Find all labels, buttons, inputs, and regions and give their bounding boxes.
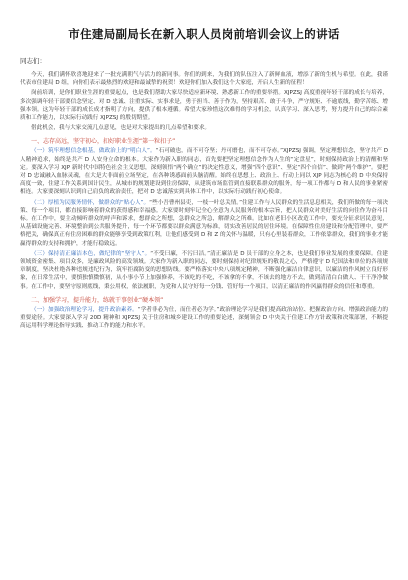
- page-title: 市住建局副局长在新入职人员岗前培训会议上的讲话: [68, 27, 340, 41]
- section1-item-2-body: “些小吾曹州县吏，一枝一叶总关情。”住建工作与人民群众的生活息息相关，我们所做的每一项决策、每一个项目，都直接影响着群众的获得感和幸福感。大家要时刻牢记全心全意为人民服务的根本宗旨，把人民群众对美好生活的向往作为奋斗目标。在工作中，要主动倾听群众的呼声和诉求，想群众之所想，急群众之所急，解群众之所难。比如在老旧小区改造工作中，要充分征求居民意见，从基础设施完善、环境整治到公共服务提升，每一个环节都要以群众满意为标准，切实改善居民的居住环境。在保障性住房建设和分配管理中，要严格把关，确保真正有住房困难的群众能够享受到政策红利，让他们感受到 D 和 Z 的关怀与温暖，只有心里装着群众，工作依靠群众，我们的事业才能赢得群众的支持和拥护，才能行稳致远。: [20, 199, 389, 247]
- section2-item-1-body: “学者非必为仕，而仕者必为学。”政治理论学习是我们提高政治站位、把握政治方向、增强政治能力的重要途径。大家要深入学习 20D 精神和 XJPZSJ 关于住房和城乡建设工作的重要论述，深刻领会 D 中央关于住建工作方针政策和决策部署，不断提高运用科学理论指导实践、推动工作的能力和水平。: [20, 306, 388, 330]
- intro-paragraph-3: 借此机会，我与大家交流几点意见，也是对大家提出的几点希望和要求。: [31, 125, 211, 132]
- section1-item-2: [20, 199, 388, 248]
- section2-item-1-lead: （一）加强政治理论学习，提升政治素养。: [31, 306, 138, 313]
- greeting: 同志们：: [20, 57, 46, 65]
- intro-paragraph-2: 岗前培训，是你们职业生涯的重要起点，也是我们帮助大家尽快适应新环境、熟悉新工作的重要举措。XJPZSJ 高度重视年轻干部的成长与培养，多次强调年轻干部要信念坚定、对 D 忠诚、注重实际、实事求是，勇于担当、善于作为，坚持艰苦、敢于斗争，严守规矩、不逾底线，勤学苦练、增强本领。这为年轻干部的成长成才指明了方向，提供了根本遵循。希望大家珍惜这次难得的学习机会，认真学习、深入思考，努力提升自己的综合素质和工作能力，以实际行动践行 XJPZSJ 的殷切期望。: [20, 90, 388, 122]
- section-heading-2: 二、加强学习，提升能力，练就干事创业“硬本领”: [31, 296, 164, 304]
- section1-item-1: [20, 147, 388, 196]
- section1-item-3: [20, 250, 388, 291]
- section1-item-2-lead: （二）厚植为民服务情怀，做群众的“贴心人”。: [31, 199, 150, 206]
- section1-item-1-body: “石可破也，而不可夺坚；丹可磨也，而不可夺赤。”XJPZSJ 强调，坚定理想信念，坚守共产 D 人精神追求，始终是共产 D 人安身立命的根本。大家作为新入职的同志，首先要把坚定理想信念作为人生的“定盘星”，时刻保持政治上的清醒和坚定。要深入学习 XJP 新时代中国特色社会主义思想，深刻领悟“两个确立”的决定性意义，增强“四个意识”、坚定“四个自信”、做到“两个维护”。要把对 D 忠诚融入血脉灵魂，在大是大非面前立场坚定，在各种诱惑面前头脑清醒。始终在思想上、政治上、行动上同以 XJP 同志为核心的 D 中央保持高度一致，住建工作关系到国计民生，从城市的规划建设到住房保障，从建筑市场监管到直接联系群众的服务，每一项工作都与 D 和人民的事业紧密相连。大家要深刻认识到自己肩负的政治责任，把对 D 忠诚落实到具体工作中，以实际行动践行初心使命。: [20, 148, 389, 196]
- section1-item-1-lead: （一）筑牢理想信念根基，做政治上的“明白人”。: [31, 148, 156, 155]
- section2-item-1: [20, 306, 388, 331]
- section-heading-1: 一、志存高远，坚守初心，扣好职业生涯“第一粒扣子”: [31, 138, 176, 146]
- section1-item-3-body: “不受曰廉，不污曰洁。”清正廉洁是 D 员干部的立身之本，也是我们事业发展的重要保障。住建领域资金密集、项目众多，是廉政风险的高发领域。大家作为新入职的同志，要时刻保持对纪律规矩的敬畏之心，严格遵守 D 纪国法和单位的各项规章制度，坚决杜绝各种违规违纪行为，筑牢拒腐防变的思想防线。要严格落实中央八项规定精神，不断强化廉洁自律意识，以廉洁的作风树立良好形象，在日常生活中，要慎独慎微慎初，从小事小节上加强修养，不该吃的不吃，不该拿的不拿，不该去的地方不去，做到清清白白做人、干干净净做事。在工作中，要坚守原则底线，秉公用权，依法履职，为党和人民守好每一分钱、管好每一个项目，以清正廉洁的作风赢得群众的信任和尊重。: [20, 250, 388, 290]
- section1-item-3-lead: （三）保持清正廉洁本色，做纪律的“坚守人”。: [31, 250, 151, 257]
- intro-paragraph-1: 今天，我们满怀欣喜地迎来了一批充满朝气与活力的新同事。你们的到来，为我们的队伍注入了新鲜血液，增添了新的生机与希望。在此，我谨代表市住建局 D 组，向你们表示最热烈的欢迎和最诚挚的祝贺！欢迎你们加入我们这个大家庭，开启人生新的征程！: [20, 72, 388, 87]
